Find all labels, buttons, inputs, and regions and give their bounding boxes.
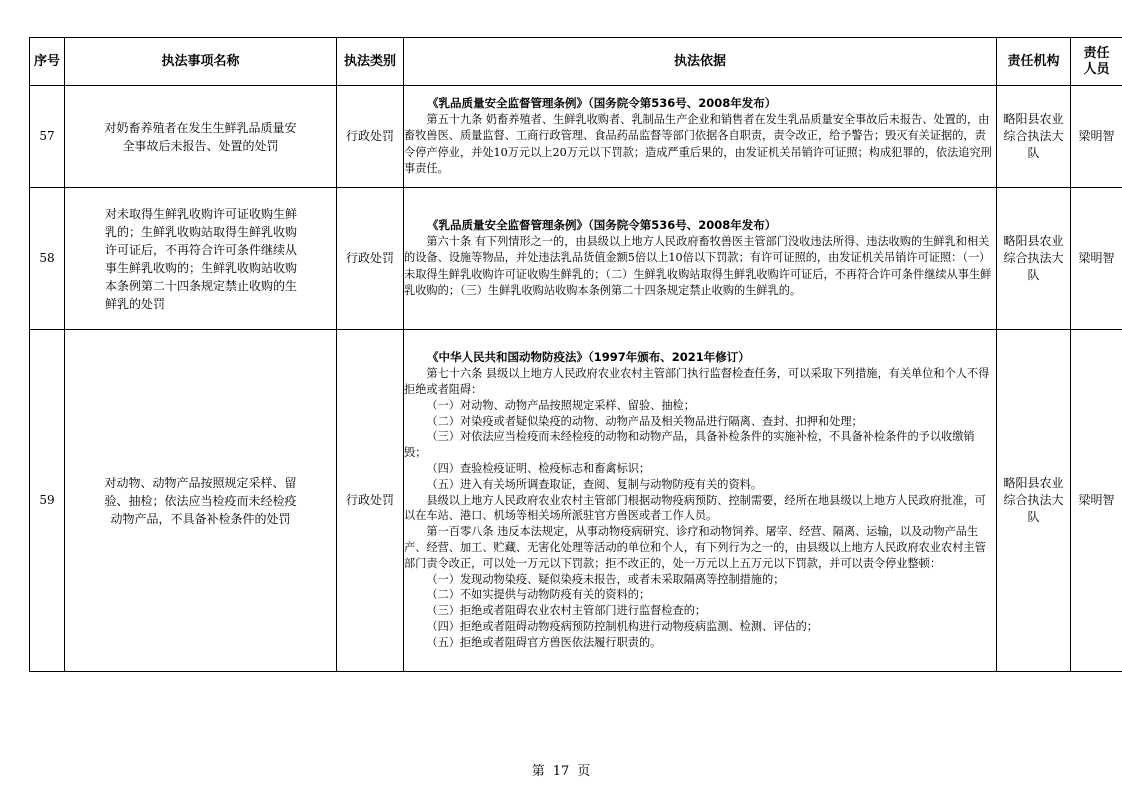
row-seq: 58 xyxy=(30,188,65,330)
header-agency: 责任机构 xyxy=(997,38,1071,86)
row-seq: 57 xyxy=(30,86,65,188)
basis-item: （四）查验检疫证明、检疫标志和畜禽标识； xyxy=(426,462,651,475)
basis-item: （三）对依法应当检疫而未经检疫的动物和动物产品，具备补检条件的实施补检，不具备补检条件的予以收缴销毁； xyxy=(404,430,975,460)
basis-paragraph: 县级以上地方人民政府农业农村主管部门根据动物疫病预防、控制需要，经所在地县级以上地方人民政府批准，可以在车站、港口、机场等相关场所派驻官方兽医或者工作人员。 xyxy=(404,493,986,523)
header-category: 执法类别 xyxy=(337,38,404,86)
basis-item: （四）拒绝或者阻碍动物疫病预防控制机构进行动物疫病监测、检测、评估的； xyxy=(426,619,818,633)
row-agency: 略阳县农业综合执法大队 xyxy=(997,86,1071,188)
law-title: 《中华人民共和国动物防疫法》（1997年颁布、2021年修订） xyxy=(427,350,750,365)
basis-item: （二）对染疫或者疑似染疫的动物、动物产品及相关物品进行隔离、查封、扣押和处理； xyxy=(426,414,863,428)
row-basis xyxy=(404,330,997,672)
header-seq: 序号 xyxy=(30,38,65,86)
header-basis: 执法依据 xyxy=(404,38,997,86)
row-agency: 略阳县农业综合执法大队 xyxy=(997,330,1071,672)
basis-item: （一）对动物、动物产品按照规定采样、留验、抽检； xyxy=(426,398,695,412)
basis-paragraph: 第六十条 有下列情形之一的，由县级以上地方人民政府畜牧兽医主管部门没收违法所得、违法收购的生鲜乳和相关的设备、设施等物品，并处违法乳品货值金额5倍以上10倍以下罚款；有许可证照的，由发证机关吊销许可证照：（一）未取得生鲜乳收购许可证收购生鲜乳的；（二）生鲜乳收购站取得生鲜乳收购许可证后，不再符合许可条件继续从事生鲜乳收购的；（三）生鲜乳收购站收购本条例第二十四条规定禁止收购的生鲜乳的。 xyxy=(404,234,992,298)
basis-item: （五）进入有关场所调查取证，查阅、复制与动物防疫有关的资料。 xyxy=(426,477,763,491)
basis-item: （二）不如实提供与动物防疫有关的资料的； xyxy=(426,588,651,602)
basis-paragraph: 第一百零八条 违反本法规定，从事动物疫病研究、诊疗和动物饲养、屠宰、经营、隔离、运输，以及动物产品生产、经营、加工、贮藏、无害化处理等活动的单位和个人，有下列行为之一的，由县级以上地方人民政府农业农村主管部门责令改正，可以处一万元以下罚款；拒不改正的，处一万元以上五万元以下罚款，并可以责令停业整顿： xyxy=(404,525,986,570)
row-person: 梁明智 xyxy=(1071,330,1122,672)
law-title: 《乳品质量安全监督管理条例》（国务院令第536号、2008年发布） xyxy=(427,218,777,233)
row-name: 对奶畜养殖者在发生生鲜乳品质量安全事故后未报告、处置的处罚 xyxy=(65,86,337,188)
basis-paragraph: 第五十九条 奶畜养殖者、生鲜乳收购者、乳制品生产企业和销售者在发生乳品质量安全事故后未报告、处置的，由畜牧兽医、质量监督、工商行政管理、食品药品监督等部门依据各自职责，责令改正，给予警告；毁灭有关证据的，责令停产停业，并处10万元以上20万元以下罚款；造成严重后果的，由发证机关吊销许可证照；构成犯罪的，依法追究刑事责任。 xyxy=(404,112,992,176)
row-seq: 59 xyxy=(30,330,65,672)
enforcement-table xyxy=(29,37,1122,672)
row-category: 行政处罚 xyxy=(337,86,404,188)
page-footer xyxy=(0,760,1122,779)
basis-item: （三）拒绝或者阻碍农业农村主管部门进行监督检查的； xyxy=(426,604,707,618)
page-number: 17 xyxy=(552,764,570,779)
header-person: 责任人员 xyxy=(1071,38,1122,86)
basis-paragraph: 第七十六条 县级以上地方人民政府农业农村主管部门执行监督检查任务，可以采取下列措施，有关单位和个人不得拒绝或者阻碍： xyxy=(404,367,990,397)
footer-suffix: 页 xyxy=(577,764,591,779)
basis-item: （五）拒绝或者阻碍官方兽医依法履行职责的。 xyxy=(426,635,662,649)
row-basis xyxy=(404,188,997,330)
law-title: 《乳品质量安全监督管理条例》（国务院令第536号、2008年发布） xyxy=(427,96,777,111)
table-row xyxy=(30,188,1122,330)
row-person: 梁明智 xyxy=(1071,86,1122,188)
row-category: 行政处罚 xyxy=(337,330,404,672)
row-name: 对未取得生鲜乳收购许可证收购生鲜乳的；生鲜乳收购站取得生鲜乳收购许可证后，不再符合许可条件继续从事生鲜乳收购的；生鲜乳收购站收购本条例第二十四条规定禁止收购的生鲜乳的处罚 xyxy=(65,188,337,330)
basis-item: （一）发现动物染疫、疑似染疫未报告，或者未采取隔离等控制措施的； xyxy=(426,572,785,586)
header-name: 执法事项名称 xyxy=(65,38,337,86)
row-category: 行政处罚 xyxy=(337,188,404,330)
row-agency: 略阳县农业综合执法大队 xyxy=(997,188,1071,330)
table-row xyxy=(30,86,1122,188)
table-row xyxy=(30,330,1122,672)
row-name: 对动物、动物产品按照规定采样、留验、抽检；依法应当检疫而未经检疫动物产品，不具备补检条件的处罚 xyxy=(65,330,337,672)
row-basis xyxy=(404,86,997,188)
table-header-row xyxy=(30,38,1122,86)
footer-prefix: 第 xyxy=(531,764,545,779)
row-person: 梁明智 xyxy=(1071,188,1122,330)
